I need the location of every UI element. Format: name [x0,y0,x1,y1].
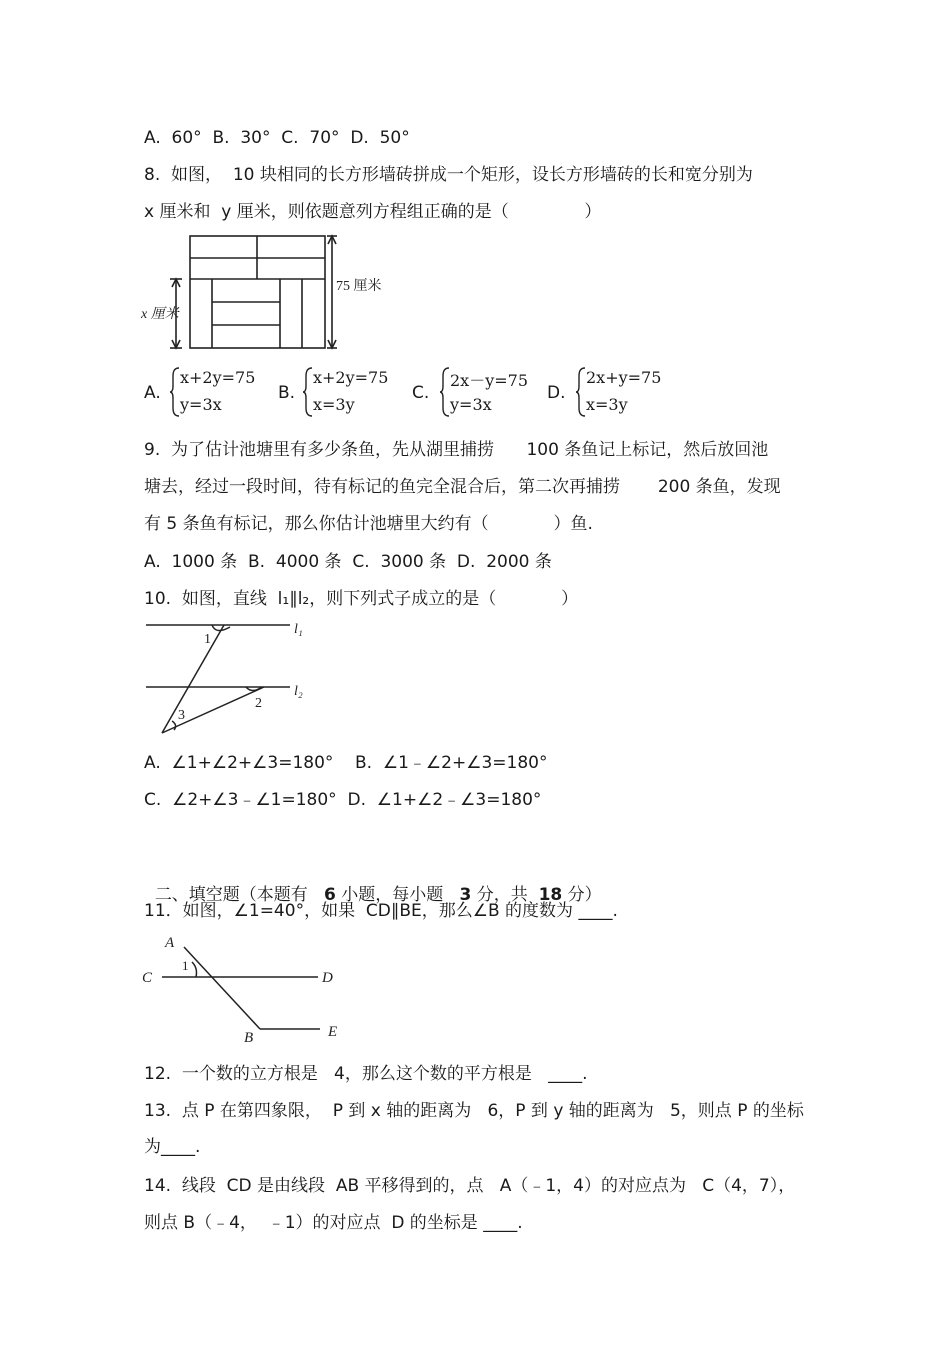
q14-line2: 则点 B（﹣4， ﹣1）的对应点 D 的坐标是 ____. [144,1213,523,1233]
q10-options-line2: C. ∠2+∠3﹣∠1=180° D. ∠1+∠2﹣∠3=180° [144,790,542,810]
q9-line2: 塘去，经过一段时间，待有标记的鱼完全混合后，第二次再捕捞 200 条鱼，发现 [144,477,781,497]
section2-total: 18 [538,885,563,905]
q10-angle-2: 2 [255,696,262,711]
q9-line3: 有 5 条鱼有标记，那么你估计池塘里大约有（ ）鱼. [144,514,593,534]
q8-option-d-system [576,366,676,418]
q8-option-c-label: C. [412,383,430,403]
q8-option-d-eq1: 2x+y=75 [586,368,662,387]
q8-option-b-eq2: x=3y [313,395,355,414]
q8-option-a-eq1: x+2y=75 [180,368,256,387]
q11-label-a: A [165,935,175,951]
q8-option-a-label: A. [144,383,161,403]
q8-option-c-system [440,366,545,418]
q11-label-c: C [142,970,153,986]
q10-angle-1: 1 [204,632,211,647]
q10-label-l1: l₁ [294,622,303,637]
section2-suffix: 分） [562,885,602,905]
q8-option-d-eq2: x=3y [586,395,628,414]
q8-option-c-eq1: 2x－y=75 [450,371,529,390]
q8-option-a-eq2: y=3x [180,395,222,414]
q11-parallel-svg [140,932,350,1044]
section2-mid2: 分，共 [471,885,539,905]
q8-stem-line1: 8. 如图， 10 块相同的长方形墙砖拼成一个矩形，设长方形墙砖的长和宽分别为 [144,165,753,185]
q11-angle-1: 1 [182,958,189,973]
q11-label-b: B [244,1030,254,1044]
section2-mid1: 小题，每小题 [335,885,460,905]
q8-option-c-eq2: y=3x [450,395,492,414]
q11-stem: 11．如图，∠1=40°，如果 CD∥BE，那么∠B 的度数为 ____. [144,901,618,921]
brace-icon [303,366,313,418]
q11-label-e: E [328,1024,338,1040]
q11-figure [140,932,350,1049]
q8-option-a-system [170,366,270,418]
q8-tile-figure [140,232,390,357]
q8-tile-svg [140,232,390,352]
brace-icon [440,366,450,418]
q14-line1: 14. 线段 CD 是由线段 AB 平移得到的，点 A（﹣1，4）的对应点为 C（4，7）， [144,1176,796,1196]
q10-stem: 10. 如图，直线 l₁∥l₂，则下列式子成立的是（ ） [144,589,579,609]
q10-label-l2: l₂ [294,684,303,699]
q8-option-d-label: D. [547,383,566,403]
q10-figure [140,615,320,745]
q7-options: A. 60° B. 30° C. 70° D. 50° [144,128,410,148]
q9-options: A. 1000 条 B. 4000 条 C. 3000 条 D. 2000 条 [144,552,552,572]
q8-label-75: 75 厘米 [336,279,382,294]
q12-stem: 12. 一个数的立方根是 4，那么这个数的平方根是 ____. [144,1064,588,1084]
q9-line1: 9. 为了估计池塘里有多少条鱼，先从湖里捕捞 100 条鱼记上标记，然后放回池 [144,440,769,460]
q8-option-b-label: B. [278,383,296,403]
q8-option-b-system [303,366,403,418]
section2-count: 6 [324,885,336,905]
q13-line1: 13. 点 P 在第四象限， P 到 x 轴的距离为 6，P 到 y 轴的距离为 5，则点 P 的坐标 [144,1101,804,1121]
q8-stem-line2: x 厘米和 y 厘米，则依题意列方程组正确的是（ ） [144,202,602,222]
q10-parallel-lines-svg [140,615,320,740]
q10-options-line1: A. ∠1+∠2+∠3=180° B. ∠1﹣∠2+∠3=180° [144,753,548,773]
section2-prefix: 二、填空题（本题有 [154,885,325,905]
section2-points: 3 [459,885,472,905]
brace-icon [170,366,180,418]
q8-option-b-eq1: x+2y=75 [313,368,389,387]
q11-label-d: D [322,970,333,986]
q13-line2: 为____. [144,1137,201,1157]
q10-angle-3: 3 [178,708,185,723]
brace-icon [576,366,586,418]
q8-label-x: x 厘米 [141,307,179,322]
